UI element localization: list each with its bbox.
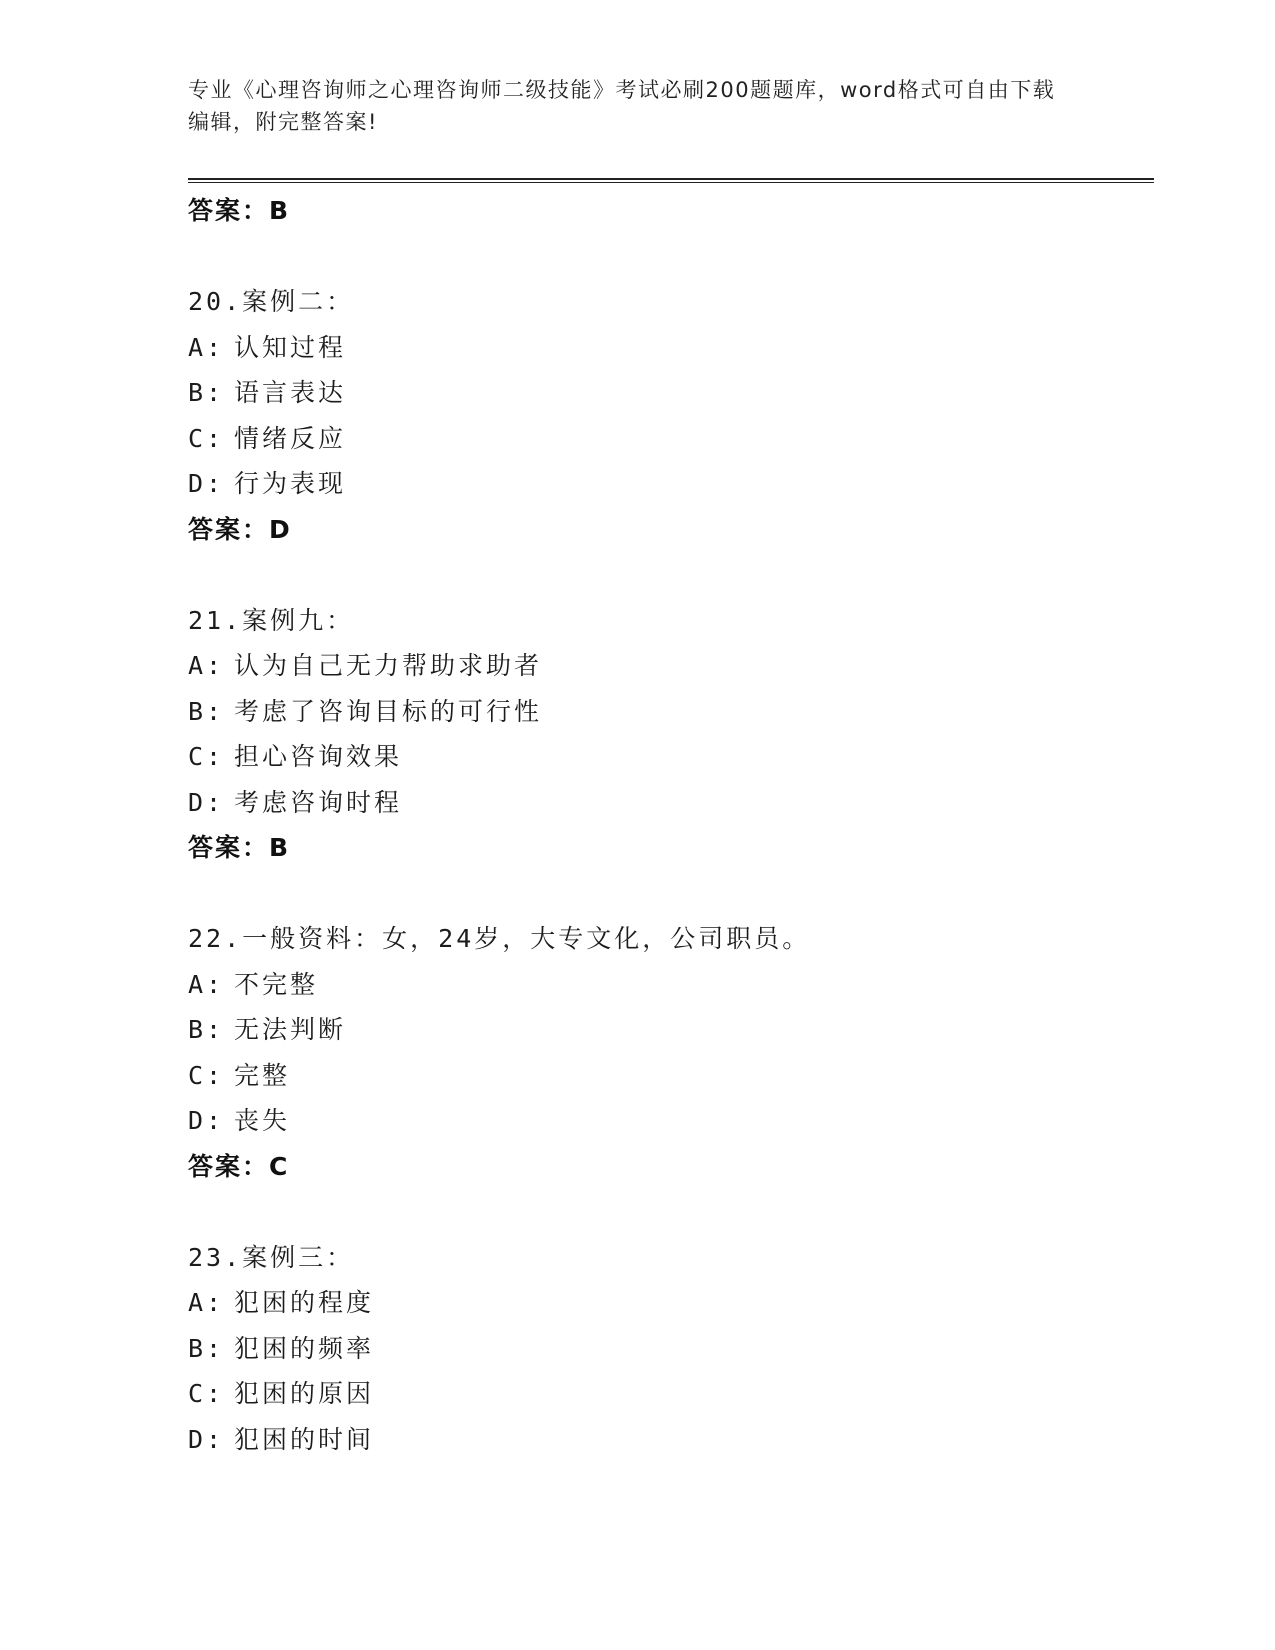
option-line — [188, 416, 1148, 462]
question-block — [188, 279, 1148, 552]
option-key: C: — [188, 423, 225, 453]
option-text: 无法判断 — [234, 1015, 347, 1044]
question-title: 20.案例二： — [188, 287, 355, 316]
option-key: D: — [188, 1424, 225, 1454]
option-text: 认为自己无力帮助求助者 — [234, 651, 543, 680]
option-text: 犯困的频率 — [234, 1333, 375, 1363]
option-text: 语言表达 — [234, 378, 347, 407]
question-title: 21.案例九： — [188, 605, 355, 635]
option-text: 不完整 — [234, 969, 319, 999]
document-header — [188, 74, 1068, 138]
option-text: 丧失 — [234, 1106, 291, 1135]
option-text: 行为表现 — [234, 469, 347, 498]
option-key: B: — [188, 696, 225, 726]
spacer — [188, 871, 1148, 917]
option-line — [188, 1417, 1148, 1463]
header-rule-thick — [188, 178, 1154, 180]
option-key: A: — [188, 651, 225, 680]
spacer — [188, 234, 1148, 280]
option-text: 犯困的时间 — [234, 1424, 375, 1454]
option-line — [188, 1280, 1148, 1326]
option-line — [188, 962, 1148, 1008]
option-key: B: — [188, 378, 225, 407]
question-title: 22.一般资料：女，24岁，大专文化，公司职员。 — [188, 924, 811, 953]
question-block — [188, 916, 1148, 1189]
option-key: B: — [188, 1333, 225, 1363]
option-line — [188, 780, 1148, 826]
option-text: 完整 — [234, 1060, 291, 1090]
option-key: A: — [188, 1288, 225, 1317]
option-line — [188, 1326, 1148, 1372]
option-text: 担心咨询效果 — [234, 742, 403, 771]
question-block — [188, 1235, 1148, 1463]
option-text: 考虑了咨询目标的可行性 — [234, 696, 543, 726]
option-key: A: — [188, 969, 225, 999]
option-text: 犯困的原因 — [234, 1379, 375, 1408]
option-line — [188, 734, 1148, 780]
option-line — [188, 1371, 1148, 1417]
option-key: C: — [188, 1379, 225, 1408]
answer-line: 答案：B — [188, 833, 291, 862]
option-line — [188, 370, 1148, 416]
option-line — [188, 643, 1148, 689]
option-text: 犯困的程度 — [234, 1288, 375, 1317]
option-line — [188, 1098, 1148, 1144]
option-key: D: — [188, 787, 225, 817]
spacer — [188, 1189, 1148, 1235]
header-rule-thin — [188, 182, 1154, 183]
answer-line: 答案：B — [188, 196, 291, 225]
answer-line: 答案：C — [188, 1151, 290, 1181]
answer-line: 答案：D — [188, 514, 292, 544]
option-line — [188, 325, 1148, 371]
option-line — [188, 1053, 1148, 1099]
question-list — [188, 188, 1148, 1462]
option-text: 认知过程 — [234, 332, 347, 362]
option-line — [188, 461, 1148, 507]
option-text: 情绪反应 — [234, 423, 347, 453]
option-text: 考虑咨询时程 — [234, 787, 403, 817]
option-key: A: — [188, 332, 225, 362]
header-text: 专业《心理咨询师之心理咨询师二级技能》考试必刷200题题库，word格式可自由下载编辑，附完整答案! — [188, 78, 1056, 134]
question-block — [188, 598, 1148, 871]
option-line — [188, 689, 1148, 735]
option-key: C: — [188, 742, 225, 771]
option-key: C: — [188, 1060, 225, 1090]
spacer — [188, 552, 1148, 598]
option-key: D: — [188, 469, 225, 498]
option-key: D: — [188, 1106, 225, 1135]
option-line — [188, 1007, 1148, 1053]
question-title: 23.案例三： — [188, 1242, 355, 1272]
option-key: B: — [188, 1015, 225, 1044]
